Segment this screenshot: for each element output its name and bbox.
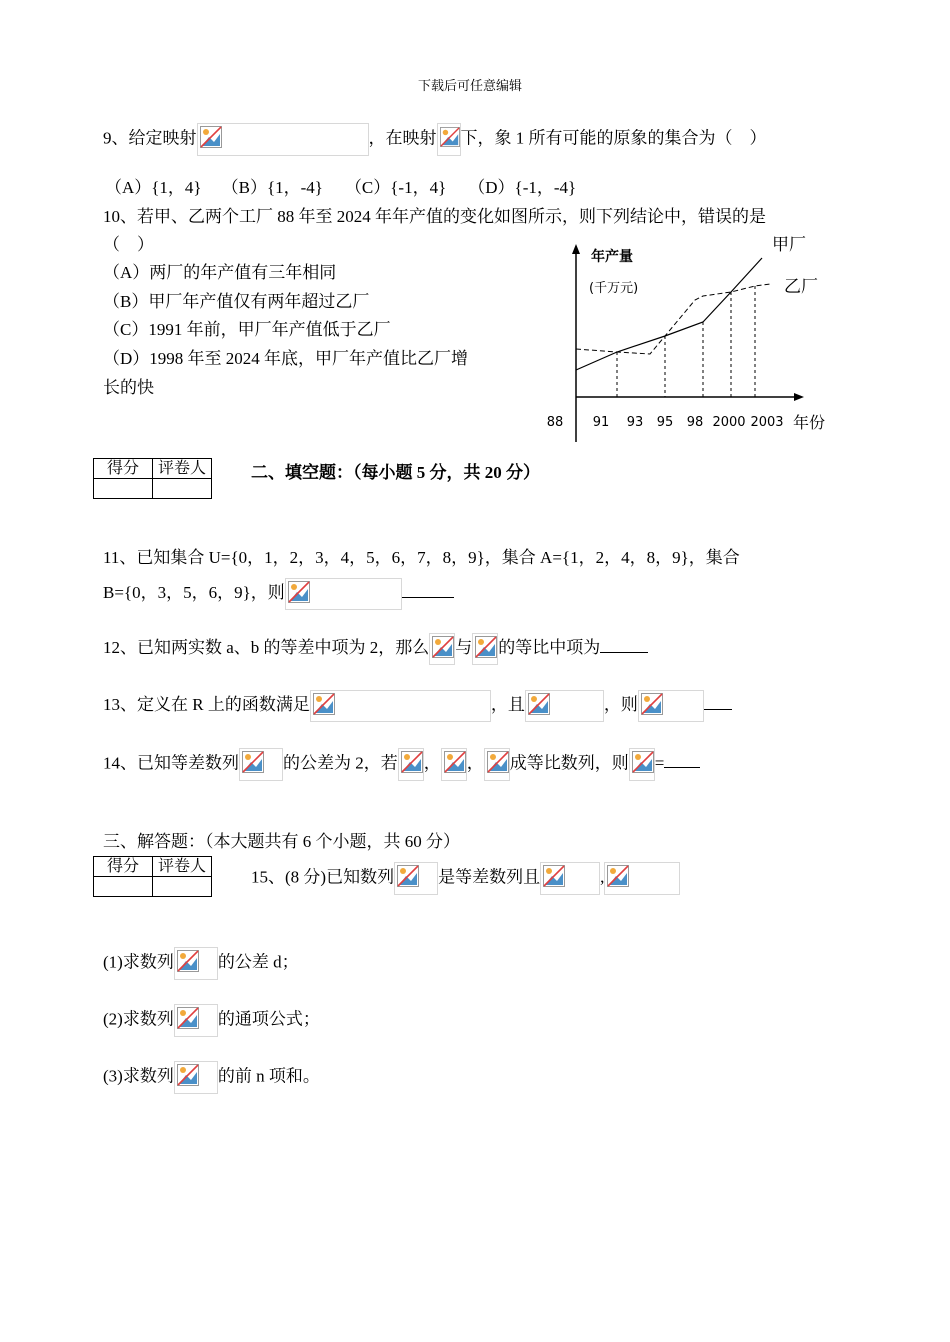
broken-image-icon — [174, 947, 218, 980]
question-12 — [103, 633, 648, 665]
grader-cell — [153, 479, 212, 499]
broken-image-icon — [638, 690, 704, 722]
q15-middle: 是等差数列且 — [438, 867, 541, 887]
broken-image-icon — [437, 123, 461, 156]
q10-option-b: （B）甲厂年产值仅有两年超过乙厂 — [103, 292, 370, 311]
score-table-1 — [93, 458, 212, 499]
score-header: 得分 — [94, 459, 153, 479]
broken-image-icon — [174, 1061, 218, 1094]
score-table-2 — [93, 856, 212, 897]
page-header: 下载后可任意编辑 — [418, 78, 523, 93]
question-14 — [103, 748, 700, 781]
x-tick-label: 2003 — [750, 415, 784, 430]
q15-part-1-suffix: 的公差 d； — [217, 952, 299, 972]
broken-image-icon — [398, 748, 424, 781]
x-tick-label: 95 — [656, 415, 674, 430]
y-axis — [572, 244, 580, 442]
broken-image-icon — [629, 748, 655, 781]
q13-middle1: ，且 — [490, 694, 525, 714]
x-tick-label: 2000 — [712, 415, 746, 430]
broken-image-icon — [197, 123, 369, 156]
q9-option-b: （B）{1，-4} — [221, 178, 323, 197]
answer-blank[interactable] — [704, 697, 732, 710]
q14-middle: 的公差为 2，若 — [283, 753, 398, 773]
broken-image-icon — [285, 578, 402, 610]
section-3-title: 三、解答题：（本大题共有 6 个小题，共 60 分） — [103, 832, 460, 851]
series-line-jia — [576, 258, 762, 370]
grader-header: 评卷人 — [153, 459, 212, 479]
q9-suffix: 下，象 1 所有可能的原象的集合为（ ） — [460, 128, 767, 148]
question-9 — [103, 123, 767, 156]
legend-jia: 甲厂 — [772, 235, 806, 255]
q11-line2-prefix: B={0，3，5，6，9}，则 — [103, 582, 285, 602]
q10-line1: 10、若甲、乙两个工厂 88 年至 2024 年年产值的变化如图所示，则下列结论中，错误的是 — [103, 207, 766, 226]
q15-part-1 — [103, 947, 299, 980]
q9-prefix: 9、给定映射 — [103, 128, 197, 148]
y-axis-unit: (千万元) — [589, 281, 639, 296]
grader-cell — [153, 877, 212, 897]
q12-middle: 与 — [455, 637, 473, 657]
q9-options — [105, 177, 576, 199]
broken-image-icon — [239, 748, 283, 781]
q10-option-d-cont: 长的快 — [103, 378, 154, 397]
answer-blank[interactable] — [664, 755, 700, 768]
x-tick-label: 98 — [686, 415, 704, 430]
q14-eq: = — [654, 753, 665, 773]
broken-image-icon — [429, 633, 455, 665]
broken-image-icon — [441, 748, 467, 781]
q14-sep2: ， — [466, 753, 484, 773]
q9-option-c: （C）{-1，4} — [344, 178, 447, 197]
q14-middle2: 成等比数列，则 — [509, 753, 629, 773]
q10-option-d: （D）1998 年至 2024 年底，甲厂年产值比乙厂增 — [103, 349, 469, 368]
q15-part-3-prefix: (3)求数列 — [103, 1066, 174, 1086]
q14-prefix: 14、已知等差数列 — [103, 753, 239, 773]
x-tick-labels — [547, 415, 784, 430]
guide-lines — [617, 286, 755, 397]
broken-image-icon — [484, 748, 510, 781]
x-axis-label: 年份 — [793, 413, 826, 432]
broken-image-icon — [540, 862, 600, 895]
q14-sep1: ， — [423, 753, 441, 773]
q12-prefix: 12、已知两实数 a、b 的等差中项为 2，那么 — [103, 637, 430, 657]
q11-line2 — [103, 578, 454, 610]
q15-part-2 — [103, 1004, 320, 1037]
q15-part-2-prefix: (2)求数列 — [103, 1009, 174, 1029]
q10-paren: （ ） — [103, 235, 154, 254]
grader-header: 评卷人 — [153, 857, 212, 877]
q15-part-3 — [103, 1061, 320, 1094]
legend-yi: 乙厂 — [784, 277, 818, 297]
q10-option-c: （C）1991 年前，甲厂年产值低于乙厂 — [103, 320, 391, 339]
q9-middle: ，在映射 — [368, 128, 437, 148]
x-tick-label: 93 — [626, 415, 644, 430]
question-15 — [251, 862, 680, 895]
q9-option-a: （A）{1，4} — [105, 178, 202, 197]
q13-middle2: ，则 — [603, 694, 638, 714]
answer-blank[interactable] — [600, 640, 648, 653]
x-tick-label: 88 — [546, 415, 564, 430]
q15-part-1-prefix: (1)求数列 — [103, 952, 174, 972]
answer-blank[interactable] — [402, 585, 454, 598]
score-header: 得分 — [94, 857, 153, 877]
q11-line1: 11、已知集合 U={0，1，2，3，4，5，6，7，8，9}，集合 A={1，2，4，8，9}，集合 — [103, 548, 740, 567]
x-tick-label: 91 — [592, 415, 610, 430]
q13-prefix: 13、定义在 R 上的函数满足 — [103, 694, 310, 714]
broken-image-icon — [394, 862, 438, 895]
broken-image-icon — [525, 690, 604, 722]
q15-part-2-suffix: 的通项公式； — [217, 1009, 320, 1029]
broken-image-icon — [174, 1004, 218, 1037]
q12-suffix: 的等比中项为 — [498, 637, 601, 657]
q9-option-d: （D）{-1，-4} — [468, 178, 577, 197]
q10-option-a: （A）两厂的年产值有三年相同 — [103, 263, 337, 282]
q15-prefix: 15、(8 分)已知数列 — [251, 867, 395, 887]
q15-part-3-suffix: 的前 n 项和。 — [217, 1066, 320, 1086]
production-chart — [540, 230, 840, 445]
x-axis — [576, 393, 804, 401]
question-13 — [103, 690, 732, 722]
score-cell — [94, 877, 153, 897]
y-axis-label: 年产量 — [591, 249, 633, 265]
score-cell — [94, 479, 153, 499]
broken-image-icon — [472, 633, 498, 665]
section-2-title: 二、填空题：（每小题 5 分，共 20 分） — [251, 463, 540, 482]
broken-image-icon — [310, 690, 491, 722]
broken-image-icon — [604, 862, 680, 895]
q15-sep: , — [600, 867, 605, 887]
